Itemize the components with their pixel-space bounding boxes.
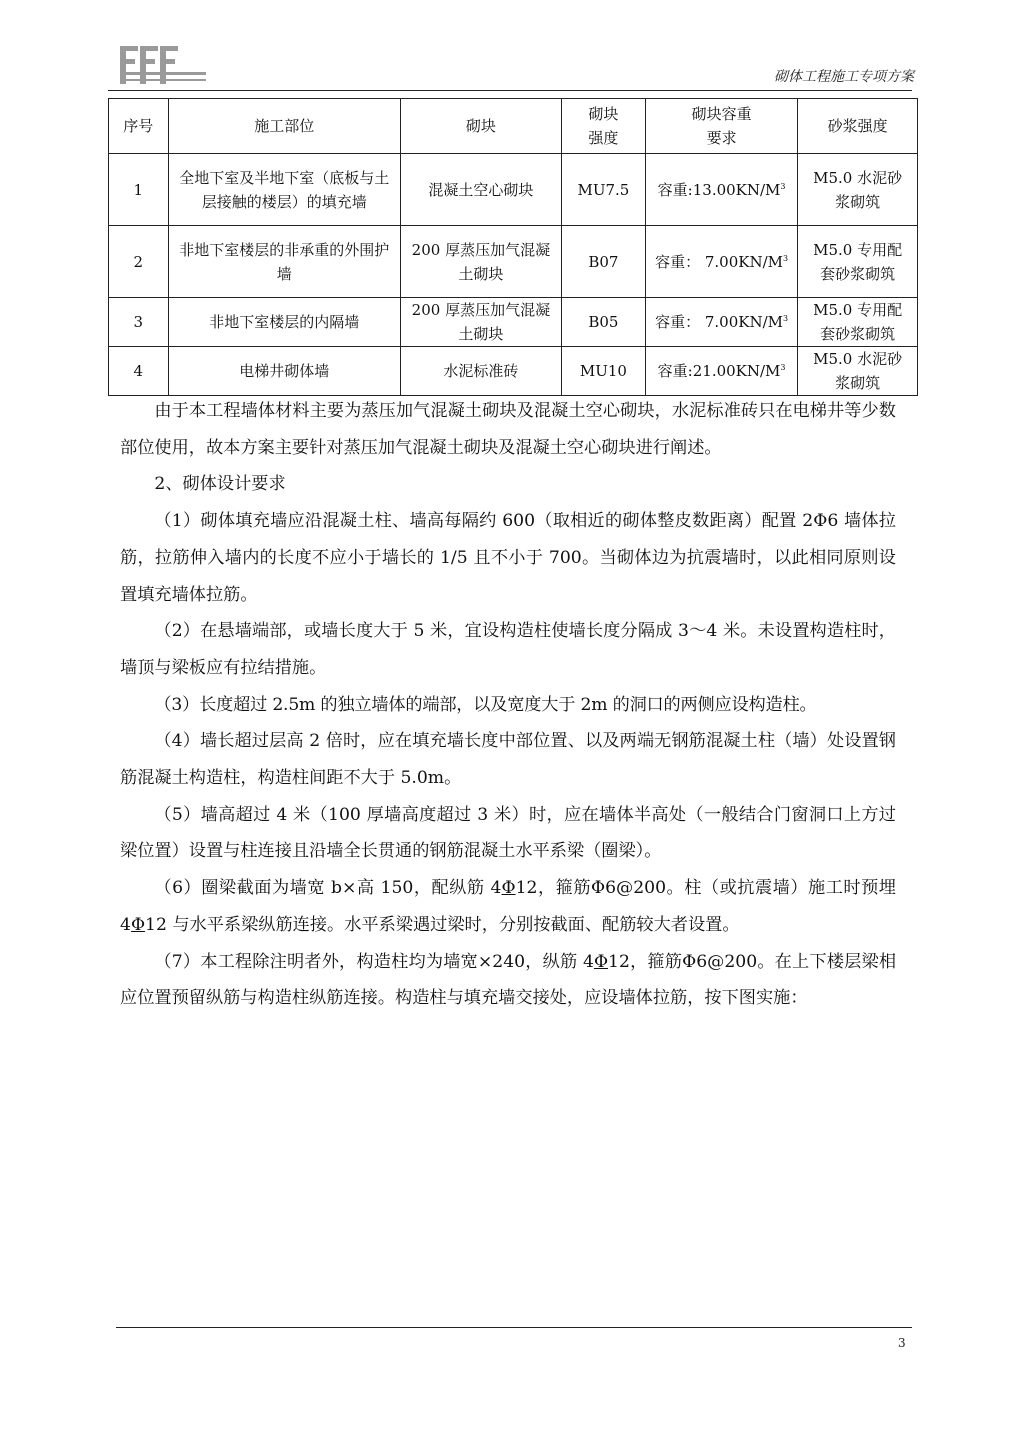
paragraph-intro: 由于本工程墙体材料主要为蒸压加气混凝土砌块及混凝土空心砌块，水泥标准砖只在电梯井等少数部位使用，故本方案主要针对蒸压加气混凝土砌块及混凝土空心砌块进行阐述。: [120, 401, 896, 458]
page-number: 3: [898, 1336, 906, 1350]
cell-location: 全地下室及半地下室（底板与土层接触的楼层）的填充墙: [168, 154, 400, 226]
cell-strength: B05: [561, 298, 645, 347]
paragraph-item-2: （2）在悬墙端部，或墙长度大于 5 米，宜设构造柱使墙长度分隔成 3～4 米。未设置构造柱时，墙顶与梁板应有拉结措施。: [120, 621, 896, 678]
cell-density: [645, 226, 797, 298]
col-header-strength: [561, 99, 645, 154]
col-header-strength-text: 砌块强度: [588, 105, 619, 147]
cell-location: 电梯井砌体墙: [168, 347, 400, 396]
table-header-row: [109, 99, 918, 154]
item-6-part-c: 12 与水平系梁纵筋连接。水平系梁遇过梁时，分别按截面、配筋较大者设置。: [145, 914, 740, 935]
col-header-no: 序号: [109, 99, 169, 154]
cell-location: 非地下室楼层的非承重的外围护墙: [168, 226, 400, 298]
paragraph-item-1: （1）砌体填充墙应沿混凝土柱、墙高每隔约 600（取相近的砌体整皮数距离）配置 2Φ6 墙体拉筋，拉筋伸入墙内的长度不应小于墙长的 1/5 且不小于 700。当砌体边为抗震墙时，以此相同原则设置填充墙体拉筋。: [120, 511, 896, 605]
cell-strength: MU10: [561, 347, 645, 396]
document-body: [120, 393, 896, 1017]
cell-density-text: 容重： 7.00KN/M: [655, 313, 784, 331]
header-divider: [108, 90, 912, 91]
cell-no: 4: [109, 347, 169, 396]
item-7-part-b: 12，箍筋Φ6@200。在上下楼层梁相应位置预留纵筋与构造柱纵筋连接。构造柱与填充墙交接处，应设墙体拉筋，按下图实施：: [120, 951, 897, 1009]
section-heading: 2、砌体设计要求: [154, 474, 286, 495]
cell-block: 混凝土空心砌块: [400, 154, 561, 226]
cell-density: [645, 298, 797, 347]
masonry-spec-table: [108, 98, 918, 396]
table-row: [109, 226, 918, 298]
col-header-block: 砌块: [400, 99, 561, 154]
cell-density: [645, 347, 797, 396]
table-row: [109, 347, 918, 396]
paragraph-item-6: [120, 870, 896, 943]
cell-block: 200 厚蒸压加气混凝土砌块: [400, 226, 561, 298]
rebar-symbol: Φ: [501, 878, 516, 899]
cell-density-text: 容重:13.00KN/M: [657, 180, 781, 199]
unit-superscript: 3: [780, 363, 786, 372]
company-logo-icon: [118, 44, 208, 86]
item-6-part-a: （6）圈梁截面为墙宽 b×高 150，配纵筋 4: [154, 878, 502, 899]
footer-divider: [116, 1327, 912, 1328]
unit-superscript: 3: [783, 253, 789, 263]
table-row: [109, 298, 918, 347]
paragraph-item-4: （4）墙长超过层高 2 倍时，应在填充墙长度中部位置、以及两端无钢筋混凝土柱（墙）处设置钢筋混凝土构造柱，构造柱间距不大于 5.0m。: [120, 731, 896, 789]
cell-density-text: 容重:21.00KN/M: [657, 362, 781, 380]
unit-superscript: 3: [783, 314, 789, 323]
paragraph-item-3: （3）长度超过 2.5m 的独立墙体的端部，以及宽度大于 2m 的洞口的两侧应设构造柱。: [154, 694, 817, 715]
cell-mortar: M5.0 专用配套砂浆砌筑: [798, 298, 918, 347]
paragraph-item-7: [120, 944, 896, 1017]
cell-mortar: M5.0 水泥砂浆砌筑: [798, 154, 918, 226]
header-title: 砌体工程施工专项方案: [774, 69, 914, 85]
cell-no: 1: [109, 154, 169, 226]
cell-mortar: M5.0 专用配套砂浆砌筑: [798, 226, 918, 298]
col-header-density-text: 砌块容重要求: [691, 105, 752, 147]
rebar-symbol: Φ: [593, 951, 609, 972]
unit-superscript: 3: [780, 181, 786, 191]
col-header-location: 施工部位: [168, 99, 400, 154]
cell-density: [645, 154, 797, 226]
cell-strength: MU7.5: [561, 154, 645, 226]
cell-block: 水泥标准砖: [400, 347, 561, 396]
col-header-density: [645, 99, 797, 154]
table-row: [109, 154, 918, 226]
rebar-symbol: Φ: [130, 914, 146, 935]
cell-no: 2: [109, 226, 169, 298]
cell-density-text: 容重： 7.00KN/M: [655, 252, 784, 271]
cell-location: 非地下室楼层的内隔墙: [168, 298, 400, 347]
cell-mortar: M5.0 水泥砂浆砌筑: [798, 347, 918, 396]
item-7-part-a: （7）本工程除注明者外，构造柱均为墙宽×240，纵筋 4: [154, 951, 594, 972]
cell-no: 3: [109, 298, 169, 347]
item-6-part-b: 12，箍筋Φ6@200。柱（或抗震墙）施工时预埋 4: [120, 878, 896, 935]
paragraph-item-5: （5）墙高超过 4 米（100 厚墙高度超过 3 米）时，应在墙体半高处（一般结合门窗洞口上方过梁位置）设置与柱连接且沿墙全长贯通的钢筋混凝土水平系梁（圈梁）。: [120, 804, 896, 862]
cell-block: 200 厚蒸压加气混凝土砌块: [400, 298, 561, 347]
cell-strength: B07: [561, 226, 645, 298]
col-header-mortar: 砂浆强度: [798, 99, 918, 154]
